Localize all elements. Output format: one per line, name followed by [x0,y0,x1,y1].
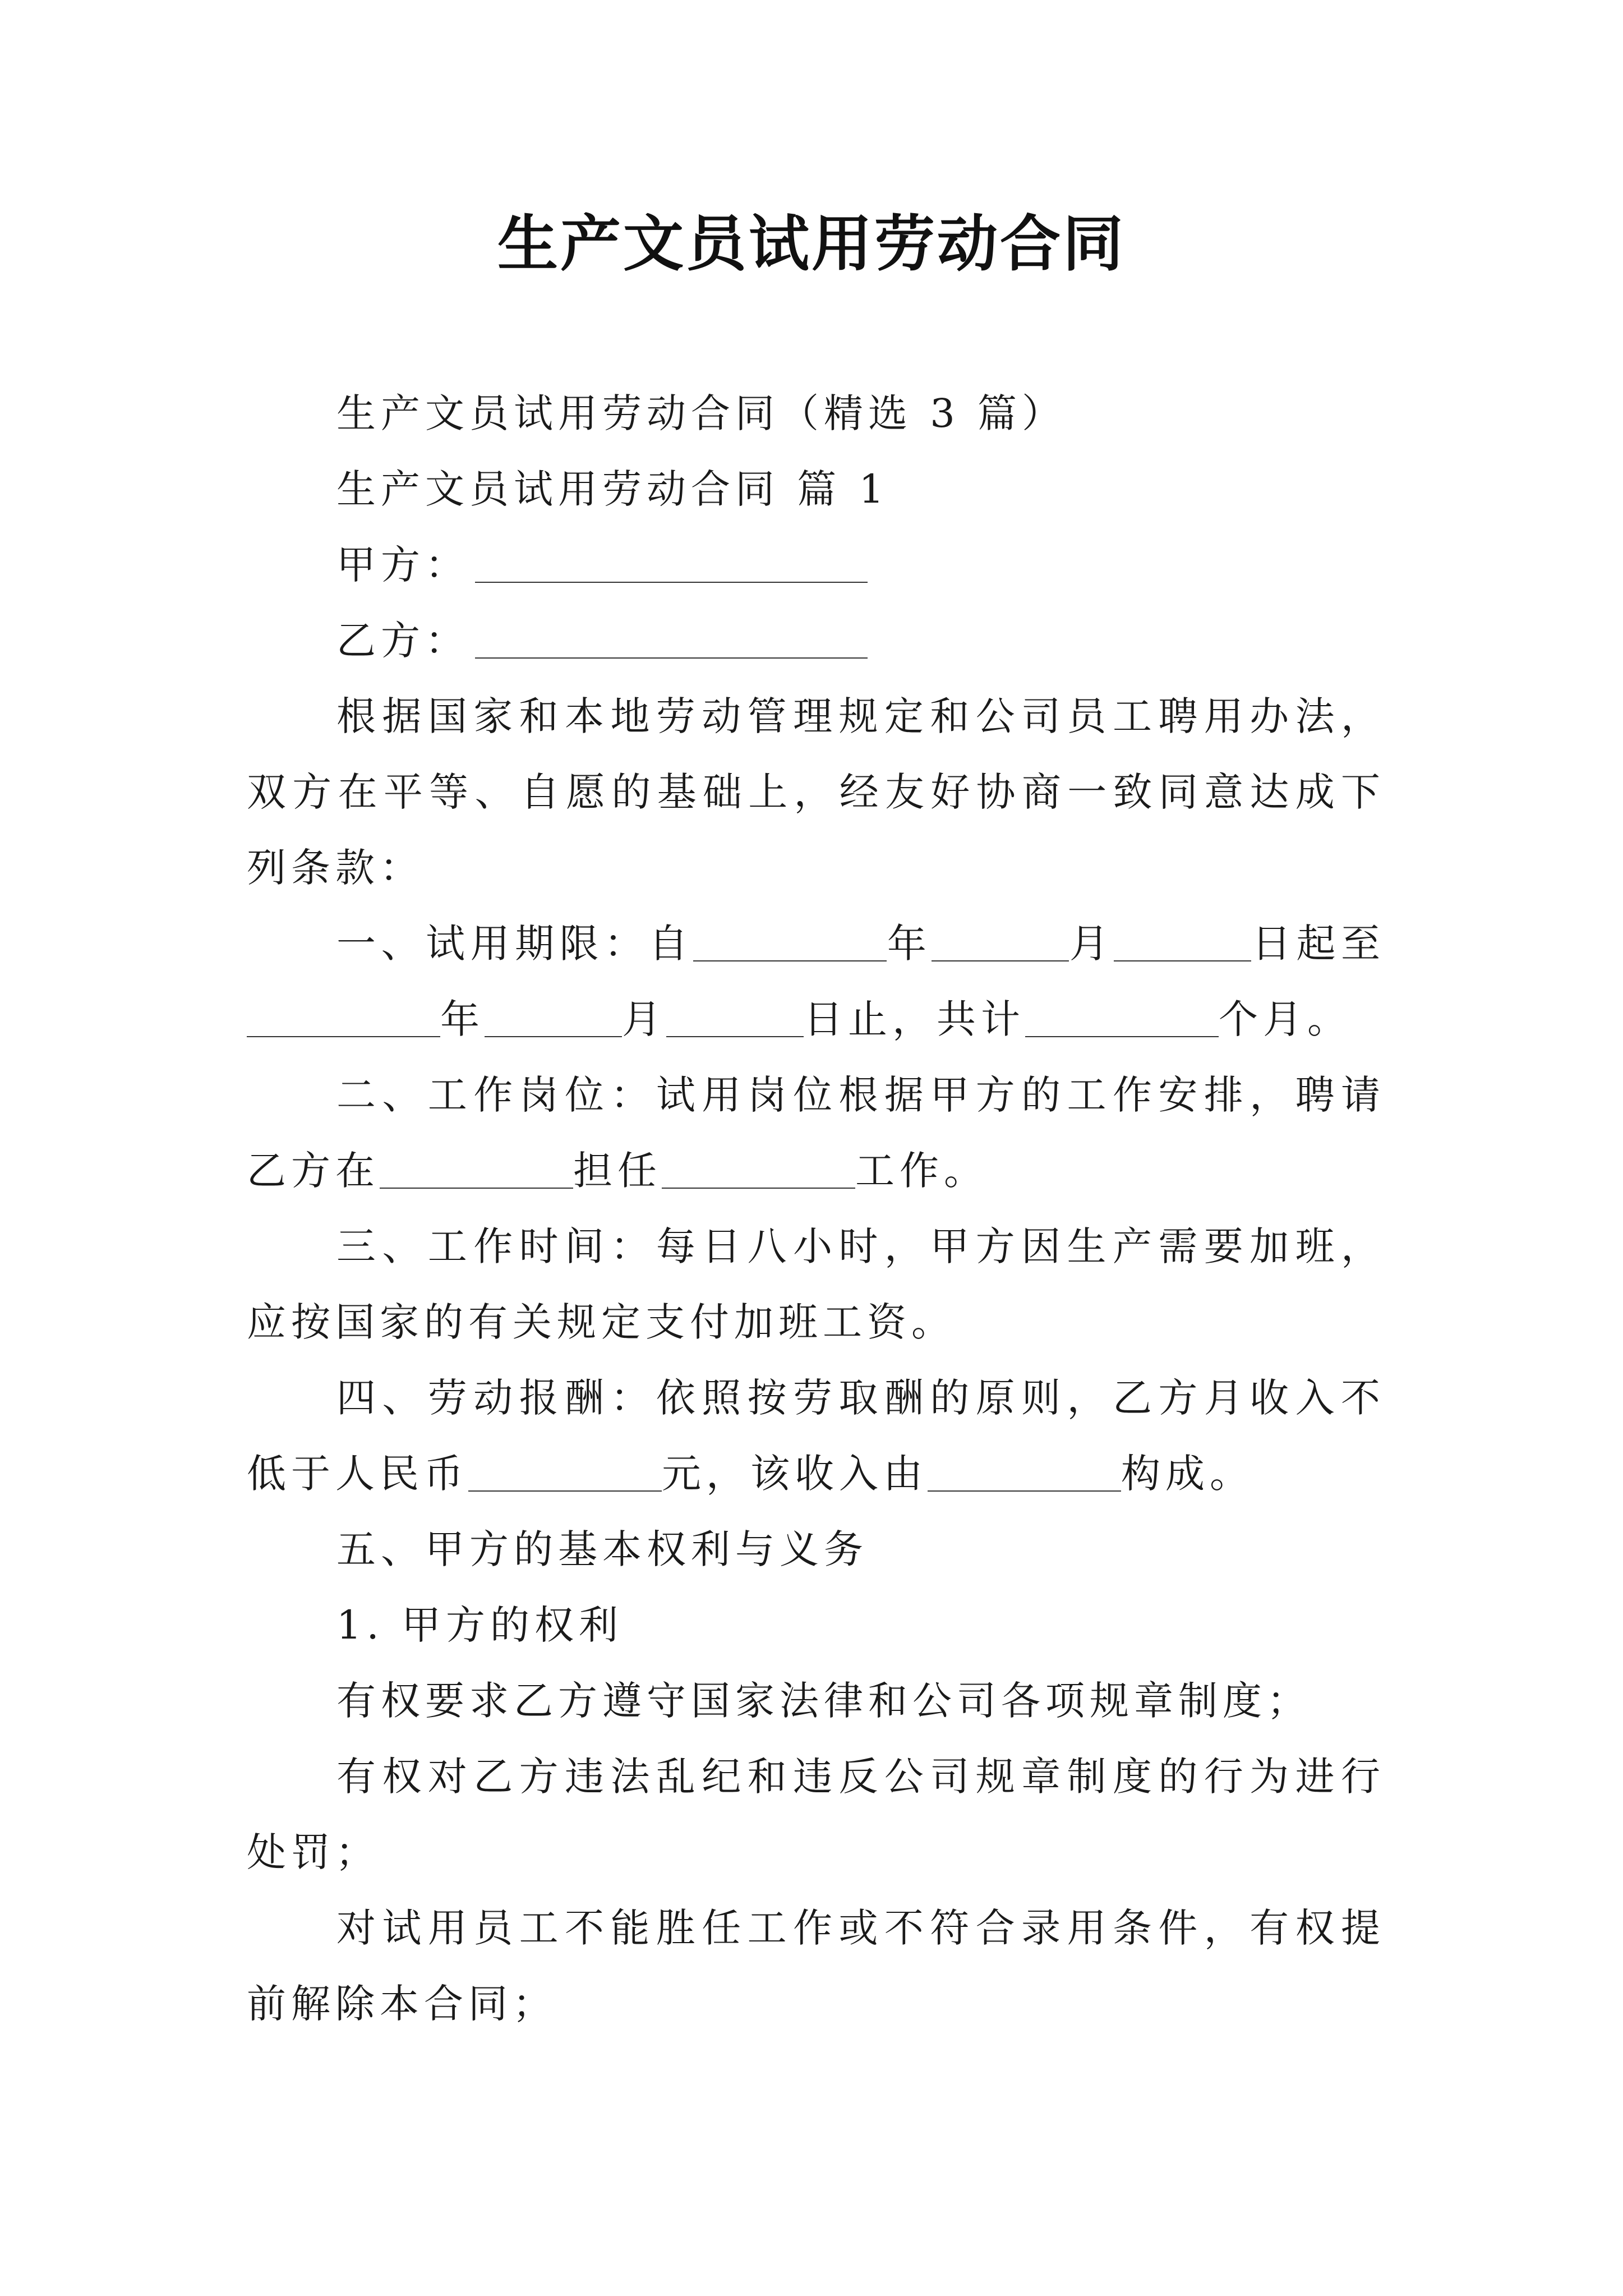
month-label: 月 [1069,921,1114,967]
party-a-label: 甲方： [336,542,469,588]
end-month-blank [485,1002,622,1037]
clause-2-position [247,1057,1385,1209]
document-title: 生产文员试用劳动合同 [497,209,1126,279]
end-month-label: 月 [622,996,666,1042]
section-heading: 生产文员试用劳动合同 篇 1 [336,466,889,512]
clause-4-end-label: 构成。 [1121,1451,1254,1497]
clause-2-text: 二、工作岗位：试用岗位根据甲方的工作安排，聘请乙方在 [247,1072,1385,1194]
day-from-label: 日起至 [1251,921,1386,967]
party-b-label: 乙方： [336,618,469,664]
year-label: 年 [887,921,932,967]
end-year-blank [247,1002,440,1037]
clause-2-work-label: 工作。 [855,1148,988,1194]
party-b-line [247,603,1385,679]
day-to-label: 日止，共计 [804,996,1025,1042]
clause-4-salary [247,1360,1385,1512]
months-total-blank [1025,1002,1219,1037]
department-blank [380,1154,573,1189]
role-blank [662,1154,855,1189]
party-a-blank [475,548,868,583]
months-total-label: 个月。 [1219,996,1352,1042]
end-day-blank [666,1002,804,1037]
clause-5-1-heading: 1. 甲方的权利 [336,1602,624,1648]
intro-paragraph: 根据国家和本地劳动管理规定和公司员工聘用办法，双方在平等、自愿的基础上，经友好协商一致同意达成下列条款： [247,693,1385,891]
party-b-blank [475,624,868,659]
start-day-blank [1114,927,1251,961]
subtitle: 生产文员试用劳动合同（精选 3 篇） [336,390,1067,436]
document-body [247,376,1385,2042]
right-3: 对试用员工不能胜任工作或不符合录用条件，有权提前解除本合同； [247,1905,1385,2027]
clause-4-text: 四、劳动报酬：依照按劳取酬的原则，乙方月收入不低于人民币 [247,1375,1385,1497]
salary-composition-blank [928,1457,1121,1492]
clause-4-yuan-label: 元，该收入由 [662,1451,928,1497]
party-a-line [247,527,1385,603]
clause-1-trial-period [247,906,1385,1057]
clause-3-working-hours: 三、工作时间：每日八小时，甲方因生产需要加班，应按国家的有关规定支付加班工资。 [247,1223,1385,1345]
right-1: 有权要求乙方遵守国家法律和公司各项规章制度； [336,1678,1311,1724]
start-month-blank [932,927,1069,961]
start-year-blank [693,927,887,961]
clause-2-role-label: 担任 [573,1148,662,1194]
right-2: 有权对乙方违法乱纪和违反公司规章制度的行为进行处罚； [247,1754,1385,1875]
salary-amount-blank [468,1457,662,1492]
end-year-label: 年 [440,996,485,1042]
clause-1-text: 一、试用期限：自 [336,921,694,967]
clause-5-heading: 五、甲方的基本权利与义务 [336,1526,868,1572]
